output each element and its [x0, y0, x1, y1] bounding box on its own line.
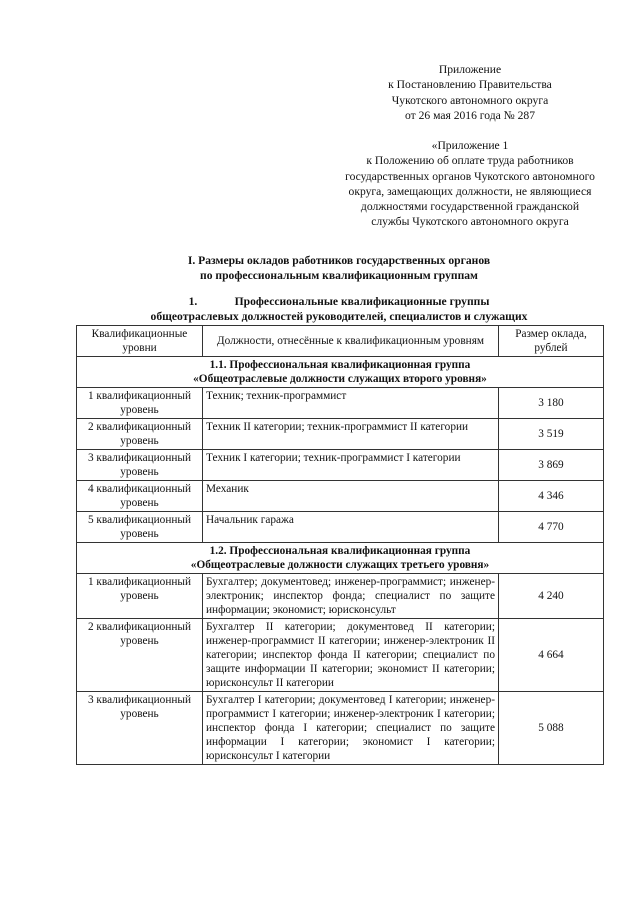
- header-salary: Размер оклада, рублей: [499, 326, 604, 357]
- level-cell: 3 квалификационный уровень: [77, 692, 203, 765]
- table-row: [77, 481, 604, 512]
- level-cell: 1 квалификационный уровень: [77, 574, 203, 619]
- positions-cell: Механик: [203, 481, 499, 512]
- group-title-line: «Общеотраслевые должности служащих третьего уровня»: [190, 559, 490, 571]
- table-header-row: [77, 326, 604, 357]
- section-heading-line: по профессиональным квалификационным группам: [200, 269, 478, 282]
- appendix-line: к Постановлению Правительства: [388, 78, 552, 92]
- group-title-row: [77, 543, 604, 574]
- salary-cell: 3 869: [499, 450, 604, 481]
- positions-cell: Техник II категории; техник-программист II категории: [203, 419, 499, 450]
- positions-cell: Бухгалтер II категории; документовед II категории; инженер-программист II категории; инженер-электроник II категории; инспектор фонда II категории; специалист по защите информации II категории; экономист II категории; юрисконсульт II категории: [203, 619, 499, 692]
- section-heading: [76, 253, 602, 283]
- appendix-line: Чукотского автономного округа: [391, 93, 549, 107]
- header-level: Квалификационные уровни: [77, 326, 203, 357]
- table-row: [77, 692, 604, 765]
- salary-cell: 4 346: [499, 481, 604, 512]
- salary-cell: 4 770: [499, 512, 604, 543]
- group-title: [77, 357, 604, 388]
- appendix-header: [330, 62, 610, 123]
- salary-cell: 4 240: [499, 574, 604, 619]
- appendix-sub-line: государственных органов Чукотского автономного: [345, 169, 595, 183]
- table-row: [77, 574, 604, 619]
- group-title: [77, 543, 604, 574]
- table-row: [77, 450, 604, 481]
- section-heading-line: I. Размеры окладов работников государственных органов: [187, 254, 491, 267]
- salary-cell: 4 664: [499, 619, 604, 692]
- table-row: [77, 619, 604, 692]
- level-cell: 5 квалификационный уровень: [77, 512, 203, 543]
- appendix-sub-header: [330, 138, 610, 230]
- group-title-line: 1.1. Профессиональная квалификационная группа: [209, 359, 471, 371]
- group-title-row: [77, 357, 604, 388]
- positions-cell: Бухгалтер I категории; документовед I категории; инженер-программист I категории; инженер-электроник I категории; инспектор фонда I категории; специалист по защите информации I категории; экономист I категории; юрисконсульт I категории: [203, 692, 499, 765]
- group-heading-number: 1.: [188, 295, 198, 308]
- level-cell: 1 квалификационный уровень: [77, 388, 203, 419]
- positions-cell: Начальник гаража: [203, 512, 499, 543]
- level-cell: 2 квалификационный уровень: [77, 619, 203, 692]
- table-row: [77, 388, 604, 419]
- group-heading-line1: [76, 294, 602, 309]
- positions-cell: Техник I категории; техник-программист I категории: [203, 450, 499, 481]
- salary-table: [76, 325, 604, 765]
- appendix-line: от 26 мая 2016 года № 287: [404, 108, 536, 122]
- appendix-sub-line: «Приложение 1: [431, 139, 509, 152]
- appendix-line: Приложение: [438, 63, 502, 76]
- level-cell: 2 квалификационный уровень: [77, 419, 203, 450]
- level-cell: 3 квалификационный уровень: [77, 450, 203, 481]
- table-row: [77, 419, 604, 450]
- positions-cell: Бухгалтер; документовед; инженер-программист; инженер-электроник; инспектор фонда; специалист по защите информации; экономист; юрисконсульт: [203, 574, 499, 619]
- appendix-sub-line: должностями государственной гражданской: [360, 200, 580, 214]
- group-heading: [76, 294, 602, 324]
- positions-cell: Техник; техник-программист: [203, 388, 499, 419]
- table-row: [77, 512, 604, 543]
- group-heading-line2: общеотраслевых должностей руководителей, специалистов и служащих: [150, 310, 528, 323]
- appendix-sub-line: службы Чукотского автономного округа: [371, 215, 569, 229]
- group-title-line: 1.2. Профессиональная квалификационная группа: [209, 545, 471, 557]
- group-heading-title: Профессиональные квалификационные группы: [234, 295, 490, 308]
- header-positions: Должности, отнесённые к квалификационным уровням: [203, 326, 499, 357]
- salary-cell: 5 088: [499, 692, 604, 765]
- appendix-sub-line: к Положению об оплате труда работников: [366, 154, 574, 168]
- appendix-sub-line: округа, замещающих должности, не являющиеся: [348, 184, 592, 198]
- salary-cell: 3 180: [499, 388, 604, 419]
- salary-cell: 3 519: [499, 419, 604, 450]
- group-title-line: «Общеотраслевые должности служащих второго уровня»: [193, 373, 487, 385]
- level-cell: 4 квалификационный уровень: [77, 481, 203, 512]
